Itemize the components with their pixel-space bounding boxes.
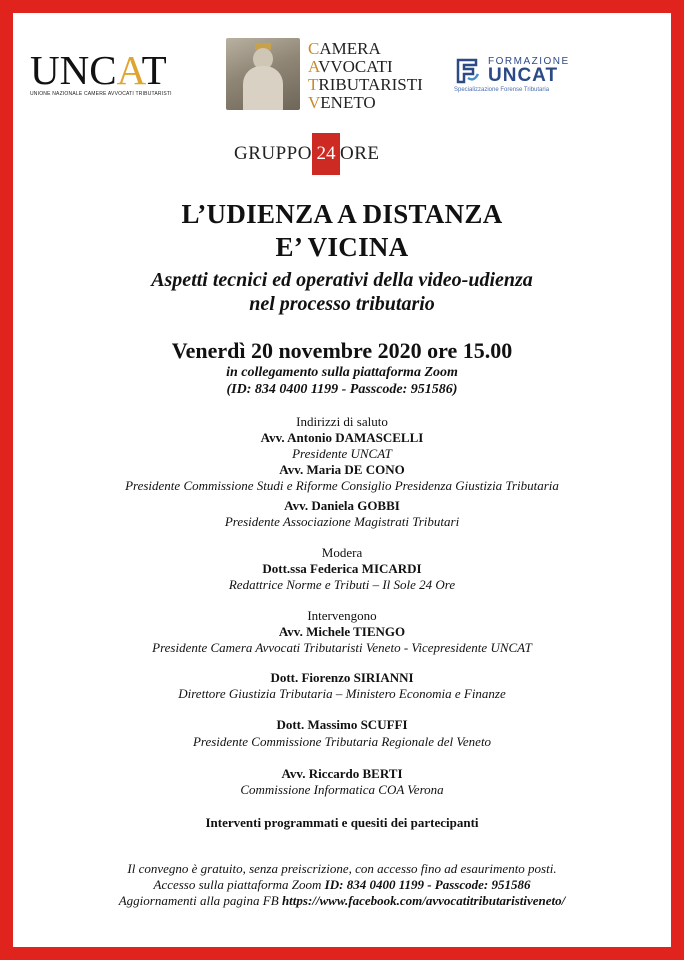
uncat-logo-subtitle: UNIONE NAZIONALE CAMERE AVVOCATI TRIBUTARISTI (30, 91, 172, 97)
speaker-name: Avv. Maria DE CONO (279, 462, 405, 477)
formazione-uncat-name: UNCAT (488, 65, 559, 86)
camera-avvocati-logo (226, 38, 426, 114)
event-zoom-ids: (ID: 834 0400 1199 - Passcode: 951586) (226, 382, 458, 397)
event-subtitle-line-1: Aspetti tecnici ed operativi della video-udienza (151, 269, 533, 291)
speaker-role: Presidente Camera Avvocati Tributaristi Veneto - Vicepresidente UNCAT (152, 640, 532, 655)
formazione-label: FORMAZIONE (488, 56, 570, 67)
camera-avvocati-wordmark: CAMERA AVVOCATI TRIBUTARISTI VENETO (308, 39, 423, 112)
formazione-uncat-logo (452, 54, 612, 98)
speaker-role: Direttore Giustizia Tributaria – Ministero Economia e Finanze (178, 686, 506, 701)
moderator-name: Dott.ssa Federica MICARDI (262, 561, 422, 576)
facebook-link[interactable]: https://www.facebook.com/avvocatitributaristiveneto/ (281, 893, 566, 908)
footer-line-2: Accesso sulla piattaforma Zoom ID: 834 0400 1199 - Passcode: 951586 (153, 877, 531, 892)
event-title-line-2: E’ VICINA (275, 232, 409, 262)
event-subtitle-line-2: nel processo tributario (249, 293, 435, 315)
speaker-role: Presidente Commissione Tributaria Regionale del Veneto (192, 734, 492, 749)
uncat-wordmark: UNCAT (30, 47, 167, 93)
gruppo-24-badge: 24 (312, 133, 340, 175)
speaker-role: Presidente Associazione Magistrati Tributari (224, 514, 460, 529)
event-date: Venerdì 20 novembre 2020 ore 15.00 (171, 338, 513, 363)
logo-bar (0, 38, 684, 118)
speaker-name: Avv. Michele TIENGO (278, 624, 406, 639)
formazione-emblem-icon (452, 56, 482, 86)
speaker-role: Commissione Informatica COA Verona (240, 782, 444, 797)
speaker-name: Avv. Antonio DAMASCELLI (260, 430, 424, 445)
footer-line-1: Il convegno è gratuito, senza preiscrizione, con accesso fino ad esaurimento posti. (127, 861, 557, 876)
moderator-role: Redattrice Norme e Tributi – Il Sole 24 Ore (228, 577, 456, 592)
gruppo-24-ore-logo: GRUPPO 24 ORE (234, 133, 379, 175)
speaker-name: Dott. Massimo SCUFFI (276, 717, 408, 732)
speaker-role: Presidente UNCAT (292, 446, 392, 461)
modera-heading: Modera (321, 545, 363, 560)
speaker-name: Dott. Fiorenzo SIRIANNI (270, 670, 414, 685)
speaker-name: Avv. Daniela GOBBI (284, 498, 400, 513)
uncat-logo (30, 47, 180, 97)
speaker-role: Presidente Commissione Studi e Riforme Consiglio Presidenza Giustizia Tributaria (125, 478, 559, 493)
formazione-subtitle: Specializzazione Forense Tributaria (454, 87, 550, 93)
speaker-name: Avv. Riccardo BERTI (281, 766, 403, 781)
statue-image (226, 38, 300, 110)
footer-line-3: Aggiornamenti alla pagina FB https://www.facebook.com/avvocatitributaristiveneto/ (118, 893, 566, 908)
event-title-line-1: L’UDIENZA A DISTANZA (181, 199, 503, 229)
saluti-heading: Indirizzi di saluto (296, 414, 388, 429)
event-platform: in collegamento sulla piattaforma Zoom (226, 365, 458, 380)
closing-note: Interventi programmati e quesiti dei partecipanti (205, 815, 479, 830)
intervengono-heading: Intervengono (307, 608, 377, 623)
